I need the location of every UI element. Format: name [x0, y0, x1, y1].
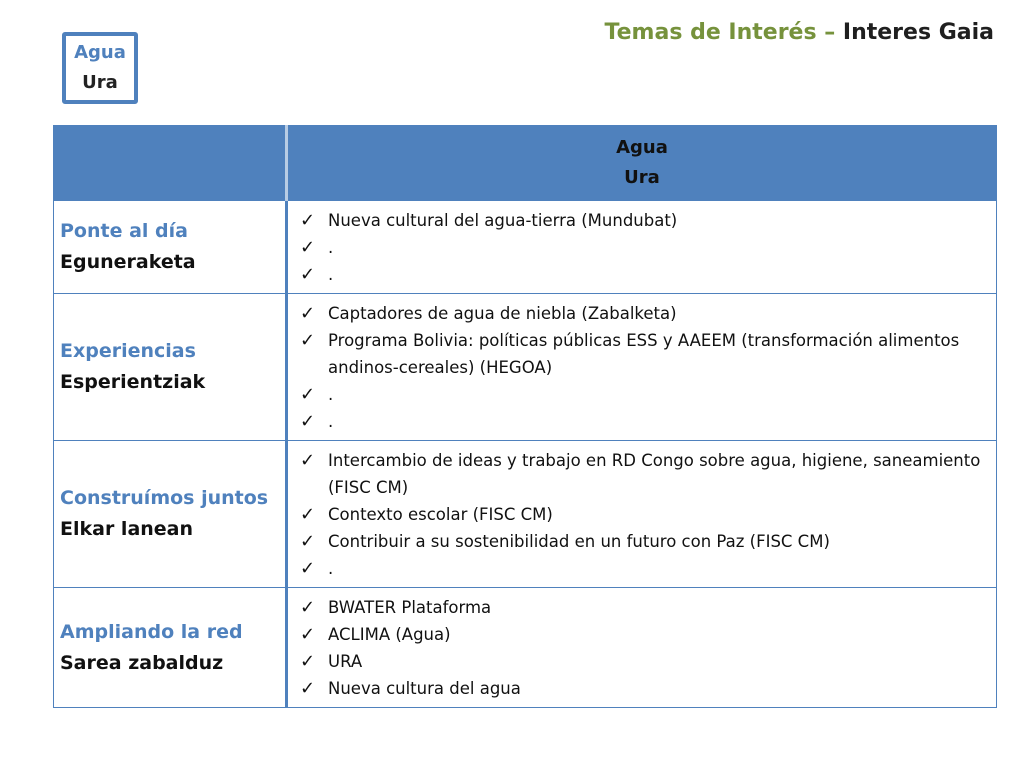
table-row [54, 201, 997, 294]
category-spanish: Ponte al día [60, 220, 188, 242]
list-item-text: ACLIMA (Agua) [328, 625, 451, 644]
list-item [298, 381, 988, 408]
list-item-text: . [328, 559, 334, 578]
list-item-text: . [328, 238, 334, 257]
list-item [298, 501, 988, 528]
page-title [605, 20, 994, 45]
table-header-row [54, 126, 997, 201]
check-icon: ✓ [300, 330, 316, 351]
list-item [298, 675, 988, 702]
items-cell [287, 294, 997, 441]
list-item-text: . [328, 412, 334, 431]
check-icon: ✓ [300, 450, 316, 471]
list-item-text: . [328, 385, 334, 404]
list-item [298, 528, 988, 555]
list-item-text: Intercambio de ideas y trabajo en RD Congo sobre agua, higiene, saneamiento (FISC CM) [328, 451, 981, 497]
table-row [54, 294, 997, 441]
list-item-text: Programa Bolivia: políticas públicas ESS y AAEEM (transformación alimentos andinos-cereales) (HEGOA) [328, 331, 960, 377]
header-line-1: Agua [616, 137, 668, 158]
list-item [298, 648, 988, 675]
table-row [54, 588, 997, 708]
category-cell [54, 294, 287, 441]
check-icon: ✓ [300, 624, 316, 645]
topic-badge [62, 32, 138, 104]
checklist [298, 300, 988, 435]
category-cell [54, 588, 287, 708]
items-cell [287, 588, 997, 708]
category-basque: Esperientziak [60, 371, 206, 393]
list-item [298, 555, 988, 582]
check-icon: ✓ [300, 651, 316, 672]
list-item-text: Captadores de agua de niebla (Zabalketa) [328, 304, 677, 323]
list-item [298, 408, 988, 435]
list-item [298, 594, 988, 621]
badge-line-2: Ura [82, 72, 118, 93]
list-item [298, 621, 988, 648]
check-icon: ✓ [300, 531, 316, 552]
category-spanish: Construímos juntos [60, 487, 269, 509]
list-item [298, 207, 988, 234]
check-icon: ✓ [300, 678, 316, 699]
list-item [298, 447, 988, 501]
checklist [298, 207, 988, 288]
check-icon: ✓ [300, 264, 316, 285]
checklist [298, 594, 988, 702]
list-item-text: Contribuir a su sostenibilidad en un futuro con Paz (FISC CM) [328, 532, 830, 551]
list-item-text: . [328, 265, 334, 284]
list-item-text: BWATER Plataforma [328, 598, 492, 617]
category-basque: Sarea zabalduz [60, 651, 224, 674]
check-icon: ✓ [300, 384, 316, 405]
list-item-text: Nueva cultura del agua [328, 679, 521, 698]
check-icon: ✓ [300, 504, 316, 525]
header-line-2: Ura [624, 167, 660, 188]
category-spanish: Experiencias [60, 340, 196, 362]
check-icon: ✓ [300, 558, 316, 579]
page-title-highlight: Temas de Interés – [604, 20, 836, 45]
list-item-text: URA [328, 652, 363, 671]
items-cell [287, 201, 997, 294]
check-icon: ✓ [300, 597, 316, 618]
category-spanish: Ampliando la red [60, 620, 243, 643]
header-empty-cell [54, 126, 287, 201]
category-cell [54, 201, 287, 294]
badge-line-1: Agua [74, 42, 126, 63]
list-item-text: Contexto escolar (FISC CM) [328, 505, 553, 524]
list-item-text: Nueva cultural del agua-tierra (Mundubat) [328, 211, 678, 230]
checklist [298, 447, 988, 582]
category-cell [54, 441, 287, 588]
check-icon: ✓ [300, 210, 316, 231]
list-item [298, 327, 988, 381]
page-title-rest: Interes Gaia [842, 20, 994, 45]
check-icon: ✓ [300, 237, 316, 258]
category-basque: Elkar lanean [60, 518, 194, 540]
table-row [54, 441, 997, 588]
header-topic-cell [287, 126, 997, 201]
category-basque: Eguneraketa [60, 251, 196, 273]
list-item [298, 261, 988, 288]
list-item [298, 234, 988, 261]
check-icon: ✓ [300, 303, 316, 324]
check-icon: ✓ [300, 411, 316, 432]
items-cell [287, 441, 997, 588]
topics-table [53, 125, 997, 708]
list-item [298, 300, 988, 327]
